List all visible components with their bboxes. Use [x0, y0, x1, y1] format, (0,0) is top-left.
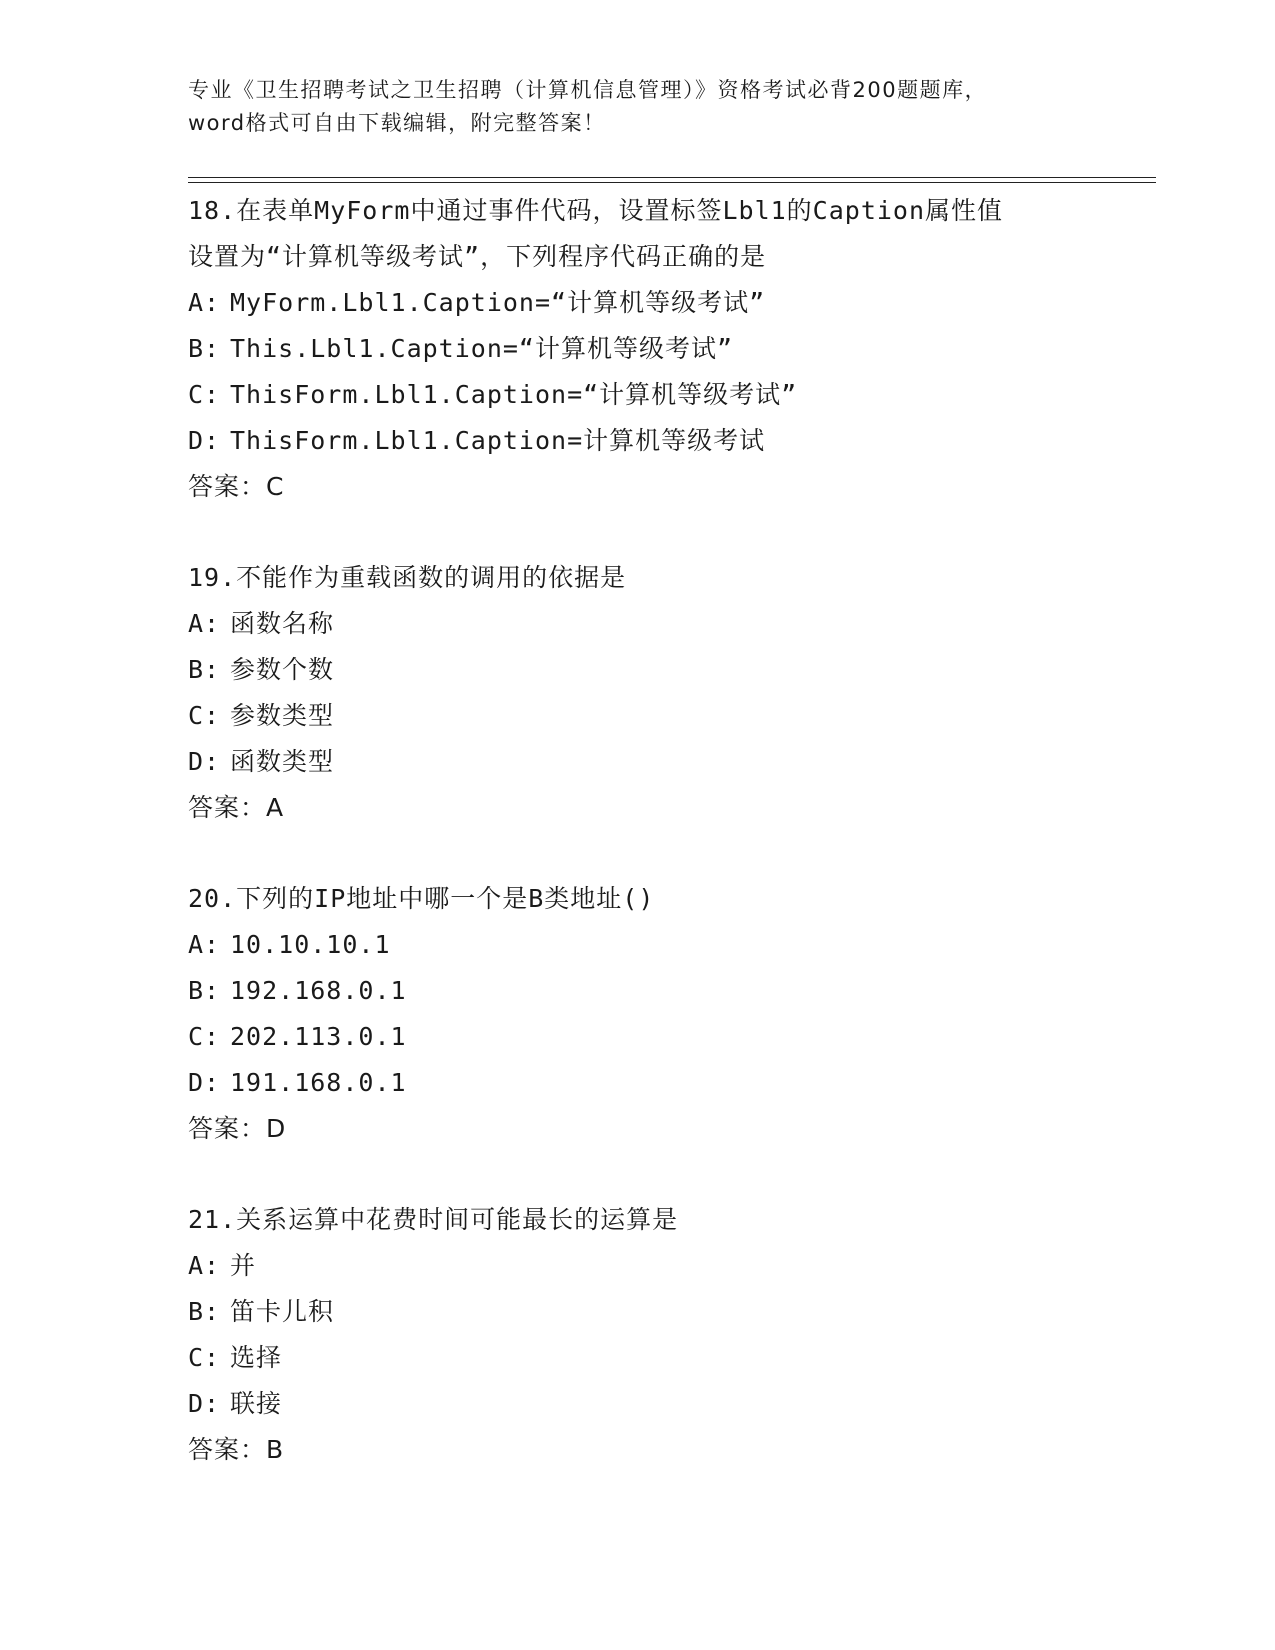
- option-text: 并: [230, 1251, 257, 1280]
- header-line-2: word格式可自由下载编辑，附完整答案！: [188, 111, 606, 135]
- option-text: ThisForm.Lbl1.Caption=“计算机等级考试”: [230, 380, 798, 409]
- option-letter: A:: [188, 609, 221, 638]
- option-text: 202.113.0.1: [230, 1022, 407, 1051]
- option-letter: D:: [188, 747, 221, 776]
- option-letter: C:: [188, 1022, 221, 1051]
- option-c: [188, 1335, 1108, 1381]
- option-text: 191.168.0.1: [230, 1068, 407, 1097]
- option-text: 参数个数: [230, 655, 335, 684]
- answer: 答案：A: [188, 793, 285, 822]
- option-text: 参数类型: [230, 701, 335, 730]
- option-letter: B:: [188, 655, 221, 684]
- question-18: [188, 188, 1108, 510]
- option-c: [188, 1014, 1108, 1060]
- document-header: [188, 74, 1108, 140]
- option-text: This.Lbl1.Caption=“计算机等级考试”: [230, 334, 734, 363]
- option-letter: B:: [188, 334, 221, 363]
- option-a: [188, 601, 1108, 647]
- option-a: [188, 1243, 1108, 1289]
- option-b: [188, 647, 1108, 693]
- option-text: 联接: [230, 1389, 283, 1418]
- option-text: 笛卡儿积: [230, 1297, 335, 1326]
- answer: 答案：D: [188, 1114, 287, 1143]
- answer: 答案：B: [188, 1435, 285, 1464]
- question-21: [188, 1197, 1108, 1473]
- option-letter: D:: [188, 426, 221, 455]
- question-stem: 21.关系运算中花费时间可能最长的运算是: [188, 1205, 679, 1234]
- option-letter: A:: [188, 1251, 221, 1280]
- header-divider-bottom: [188, 182, 1156, 183]
- option-text: 选择: [230, 1343, 283, 1372]
- question-stem: 设置为“计算机等级考试”，下列程序代码正确的是: [188, 242, 767, 271]
- option-c: [188, 372, 1108, 418]
- option-b: [188, 968, 1108, 1014]
- option-a: [188, 280, 1108, 326]
- question-19: [188, 555, 1108, 831]
- option-letter: C:: [188, 701, 221, 730]
- option-text: 函数类型: [230, 747, 335, 776]
- option-letter: A:: [188, 930, 221, 959]
- question-stem: 20.下列的IP地址中哪一个是B类地址(): [188, 884, 655, 913]
- option-letter: A:: [188, 288, 221, 317]
- option-text: 192.168.0.1: [230, 976, 407, 1005]
- option-d: [188, 1381, 1108, 1427]
- option-letter: C:: [188, 380, 221, 409]
- question-stem: 19.不能作为重载函数的调用的依据是: [188, 563, 627, 592]
- option-letter: D:: [188, 1068, 221, 1097]
- header-line-1: 专业《卫生招聘考试之卫生招聘（计算机信息管理）》资格考试必背200题题库，: [188, 78, 988, 102]
- option-a: [188, 922, 1108, 968]
- option-b: [188, 1289, 1108, 1335]
- option-d: [188, 739, 1108, 785]
- option-letter: D:: [188, 1389, 221, 1418]
- answer: 答案：C: [188, 472, 285, 501]
- header-divider-top: [188, 177, 1156, 178]
- option-text: MyForm.Lbl1.Caption=“计算机等级考试”: [230, 288, 766, 317]
- question-stem: 18.在表单MyForm中通过事件代码，设置标签Lbl1的Caption属性值: [188, 196, 1004, 225]
- question-20: [188, 876, 1108, 1152]
- option-b: [188, 326, 1108, 372]
- option-text: 函数名称: [230, 609, 335, 638]
- option-text: 10.10.10.1: [230, 930, 391, 959]
- option-d: [188, 418, 1108, 464]
- option-letter: C:: [188, 1343, 221, 1372]
- option-c: [188, 693, 1108, 739]
- option-text: ThisForm.Lbl1.Caption=计算机等级考试: [230, 426, 766, 455]
- option-letter: B:: [188, 1297, 221, 1326]
- option-letter: B:: [188, 976, 221, 1005]
- option-d: [188, 1060, 1108, 1106]
